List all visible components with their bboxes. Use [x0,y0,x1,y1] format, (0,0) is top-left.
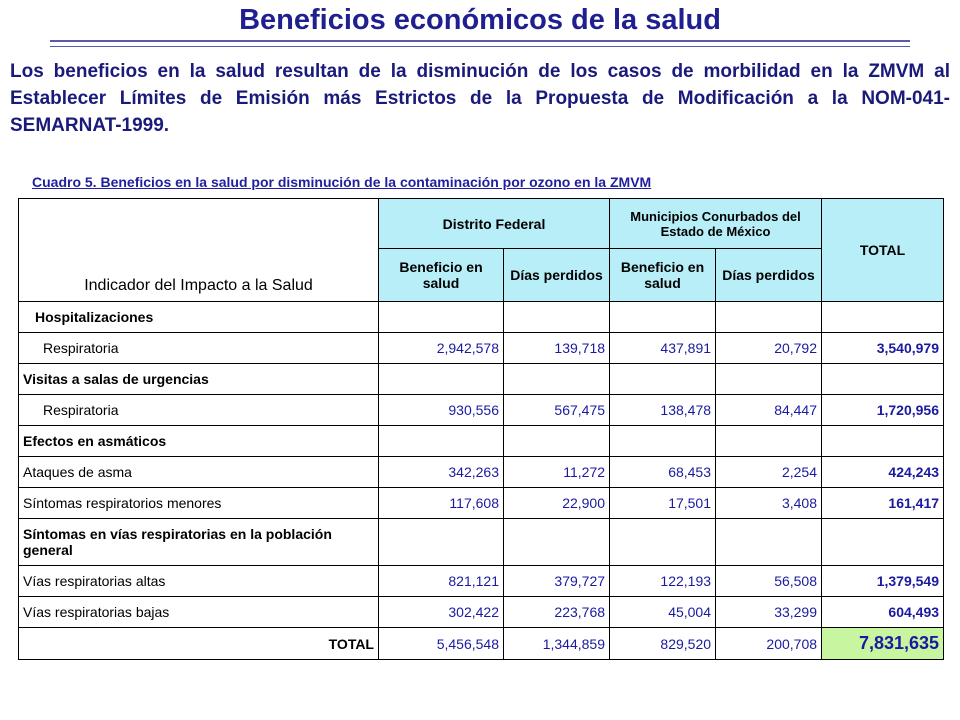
table-row [19,426,944,457]
value-cell: 567,475 [504,395,610,426]
row-total-cell: 3,540,979 [822,333,944,364]
value-cell [716,426,822,457]
value-cell [716,519,822,566]
total-value-cell: 5,456,548 [379,628,504,660]
table-row [19,302,944,333]
value-cell [379,426,504,457]
value-cell: 11,272 [504,457,610,488]
value-cell: 33,299 [716,597,822,628]
value-cell: 2,254 [716,457,822,488]
value-cell [504,519,610,566]
value-cell: 56,508 [716,566,822,597]
row-total-cell: 161,417 [822,488,944,519]
df-header: Distrito Federal [379,199,610,249]
value-cell [716,364,822,395]
section-label: Síntomas en vías respiratorias en la población general [19,519,379,566]
sub-header-mun-beneficio: Beneficio en salud [610,249,716,302]
value-cell: 3,408 [716,488,822,519]
value-cell [379,364,504,395]
table-row [19,597,944,628]
value-cell [716,302,822,333]
intro-paragraph: Los beneficios en la salud resultan de la disminución de los casos de morbilidad en la ZMVM al Establecer Límites de Emisión más Estrictos de la Propuesta de Modificación a la NOM-041-SEMARNAT-1999. [10,61,950,136]
table-row [19,457,944,488]
value-cell: 122,193 [610,566,716,597]
value-cell: 379,727 [504,566,610,597]
total-row [19,628,944,660]
indicator-header: Indicador del Impacto a la Salud [19,199,379,302]
row-total-cell: 1,720,956 [822,395,944,426]
value-cell: 20,792 [716,333,822,364]
value-cell [504,302,610,333]
section-label: Hospitalizaciones [19,302,379,333]
value-cell: 821,121 [379,566,504,597]
value-cell: 68,453 [610,457,716,488]
row-label: Respiratoria [19,333,379,364]
row-label: Ataques de asma [19,457,379,488]
value-cell [379,519,504,566]
table-row [19,333,944,364]
value-cell: 139,718 [504,333,610,364]
row-total-cell [822,364,944,395]
table-row [19,395,944,426]
section-label: Efectos en asmáticos [19,426,379,457]
row-total-cell [822,519,944,566]
row-label: Síntomas respiratorios menores [19,488,379,519]
row-total-cell: 424,243 [822,457,944,488]
total-value-cell: 200,708 [716,628,822,660]
municipios-header: Municipios Conurbados del Estado de México [610,199,822,249]
total-value-cell: 829,520 [610,628,716,660]
table-row [19,519,944,566]
row-label: Respiratoria [19,395,379,426]
table-row [19,566,944,597]
value-cell: 302,422 [379,597,504,628]
value-cell [610,519,716,566]
page-title: Beneficios económicos de la salud [239,4,721,36]
health-benefits-table [18,198,944,660]
value-cell: 45,004 [610,597,716,628]
value-cell [379,302,504,333]
value-cell: 17,501 [610,488,716,519]
table-row [19,488,944,519]
value-cell: 117,608 [379,488,504,519]
sub-header-df-dias: Días perdidos [504,249,610,302]
value-cell [504,364,610,395]
value-cell: 437,891 [610,333,716,364]
value-cell [610,364,716,395]
grand-total-cell: 7,831,635 [822,628,944,660]
row-total-cell: 604,493 [822,597,944,628]
table-caption: Cuadro 5. Beneficios en la salud por disminución de la contaminación por ozono en la ZMVM [32,174,652,190]
row-label: Vías respiratorias altas [19,566,379,597]
value-cell: 2,942,578 [379,333,504,364]
value-cell: 930,556 [379,395,504,426]
value-cell [610,302,716,333]
row-total-cell: 1,379,549 [822,566,944,597]
value-cell: 84,447 [716,395,822,426]
total-row-label: TOTAL [19,628,379,660]
row-label: Vías respiratorias bajas [19,597,379,628]
total-header: TOTAL [822,199,944,302]
value-cell: 223,768 [504,597,610,628]
total-value-cell: 1,344,859 [504,628,610,660]
value-cell: 22,900 [504,488,610,519]
sub-header-df-beneficio: Beneficio en salud [379,249,504,302]
value-cell: 342,263 [379,457,504,488]
value-cell: 138,478 [610,395,716,426]
title-underline [50,40,910,47]
table-row [19,364,944,395]
value-cell [504,426,610,457]
section-label: Visitas a salas de urgencias [19,364,379,395]
sub-header-mun-dias: Días perdidos [716,249,822,302]
row-total-cell [822,426,944,457]
row-total-cell [822,302,944,333]
value-cell [610,426,716,457]
